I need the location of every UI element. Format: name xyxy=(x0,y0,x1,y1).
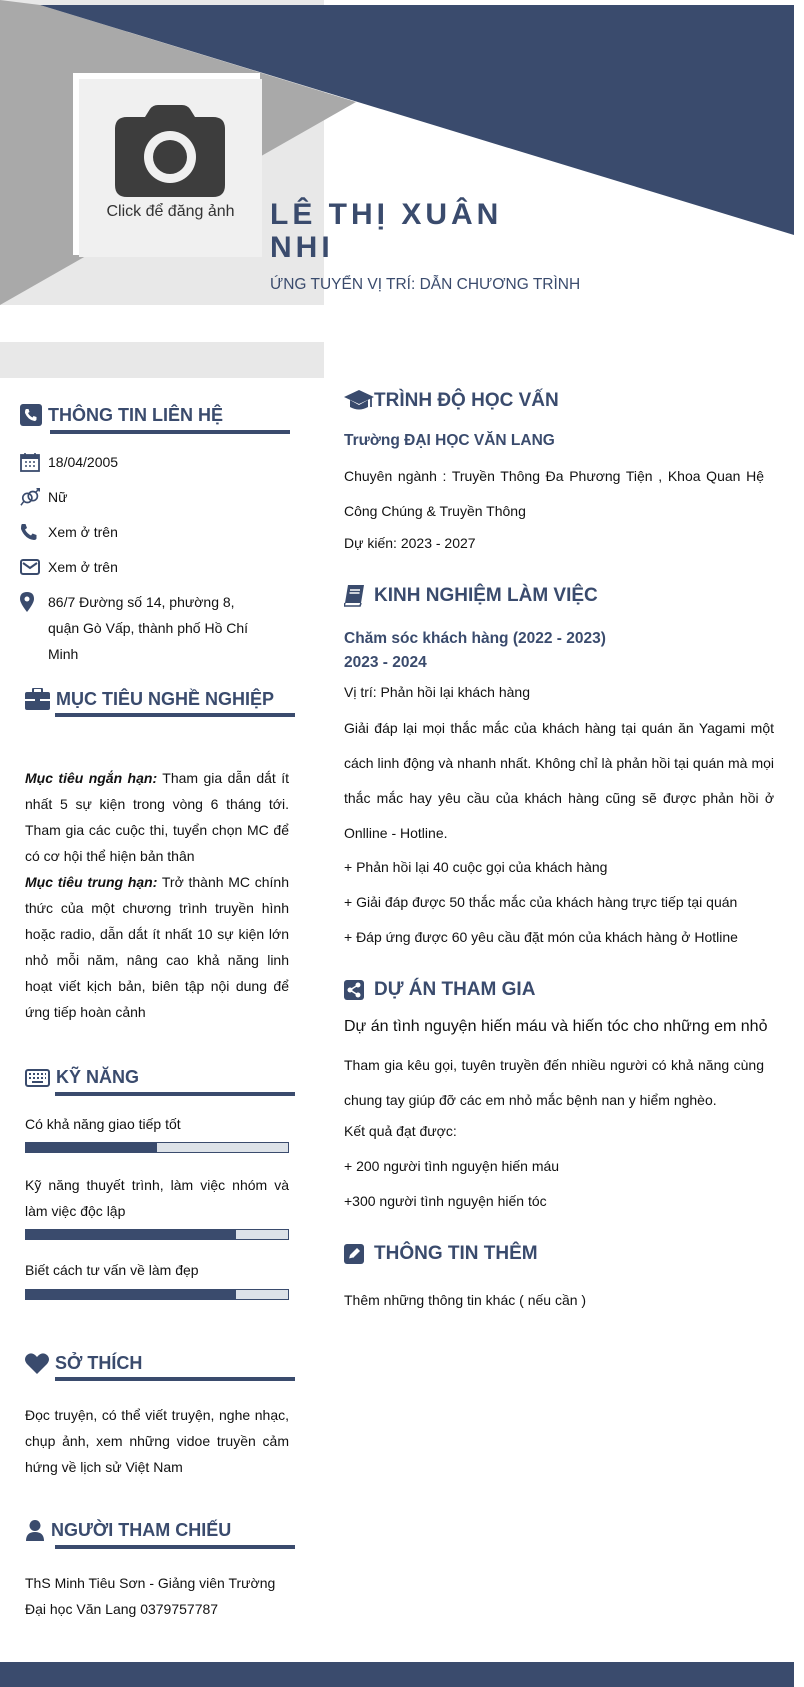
projects-title: DỰ ÁN THAM GIA xyxy=(374,979,536,1000)
job-result-3: + Đáp ứng được 60 yêu cầu đặt món của khách hàng ở Hotline xyxy=(344,929,738,945)
photo-upload[interactable] xyxy=(79,79,262,257)
skill-label-0: Có khả năng giao tiếp tốt xyxy=(25,1116,181,1132)
project-result-1: + 200 người tình nguyện hiến máu xyxy=(344,1158,560,1174)
hobbies-heading xyxy=(25,1353,142,1374)
mid-term-text: Trở thành MC chính thức của một chương trình truyền hình hoặc radio, dẫn dắt ít nhất 10 sự kiện lớn nhỏ mỗi năm, nâng cao khả năng linh hoạt viết kịch bản, biên tập nội dung để ứng tiếp hoàn cảnh xyxy=(25,874,289,1020)
address-value: 86/7 Đường số 14, phường 8, quận Gò Vấp, thành phố Hồ Chí Minh xyxy=(48,594,249,662)
skill-bar-0 xyxy=(25,1142,289,1153)
gender-icon xyxy=(20,487,42,507)
heart-icon xyxy=(25,1353,49,1374)
job-result-2: + Giải đáp được 50 thắc mắc của khách hàng trực tiếp tại quán xyxy=(344,894,738,910)
objective-heading xyxy=(25,688,274,710)
calendar-icon xyxy=(20,452,40,472)
pencil-square-icon xyxy=(344,1244,364,1264)
birthday-value: 18/04/2005 xyxy=(48,454,119,470)
extra-title: THÔNG TIN THÊM xyxy=(374,1243,538,1264)
reference-text: ThS Minh Tiêu Sơn - Giảng viên Trường Đại học Văn Lang 0379757787 xyxy=(25,1575,276,1617)
photo-label: Click để đăng ảnh xyxy=(106,203,235,220)
job-period: 2023 - 2024 xyxy=(344,654,427,671)
skills-rule xyxy=(55,1092,295,1096)
objective-rule xyxy=(55,713,295,717)
skill-label-2: Biết cách tư vấn về làm đẹp xyxy=(25,1262,199,1278)
map-pin-icon xyxy=(20,592,34,612)
contact-heading xyxy=(20,404,223,426)
short-term-label: Mục tiêu ngắn hạn: xyxy=(25,770,158,786)
extra-text: Thêm những thông tin khác ( nếu cần ) xyxy=(344,1292,587,1308)
camera-icon xyxy=(115,105,225,197)
skill-fill-1 xyxy=(26,1230,236,1239)
projects-heading xyxy=(344,979,535,1001)
project-name: Dự án tình nguyện hiến máu và hiến tóc cho những em nhỏ xyxy=(344,1018,768,1035)
birthday-row xyxy=(20,449,118,475)
hobbies-rule xyxy=(55,1377,295,1381)
footer-band xyxy=(0,1662,794,1687)
book-icon xyxy=(344,585,364,607)
objective-text xyxy=(25,765,289,1025)
hobbies-text: Đọc truyện, có thể viết truyện, nghe nhạc, chụp ảnh, xem những vidoe truyền cảm hứng về lịch sử Việt Nam xyxy=(25,1407,289,1475)
reference-rule xyxy=(55,1545,295,1549)
candidate-position: ỨNG TUYỂN VỊ TRÍ: DẪN CHƯƠNG TRÌNH xyxy=(270,276,581,293)
skill-label-1: Kỹ năng thuyết trình, làm việc nhóm và làm việc độc lập xyxy=(25,1177,289,1219)
skills-title: KỸ NĂNG xyxy=(56,1067,140,1087)
phone-row xyxy=(20,519,118,545)
job-description: Giải đáp lại mọi thắc mắc của khách hàng tại quán ăn Yagami một cách linh động và nhanh nhất. Không chỉ là phản hồi tại quán mà mọi thắc mắc hay yêu cầu của khách hàng cũng sẽ được phản hồi ở Onlline - Hotline. xyxy=(344,720,774,841)
skill-fill-0 xyxy=(26,1143,157,1152)
left-column-band xyxy=(0,342,324,378)
envelope-icon xyxy=(20,558,40,576)
education-major: Chuyên ngành : Truyền Thông Đa Phương Tiện , Khoa Quan Hệ Công Chúng & Truyền Thông xyxy=(344,468,764,519)
user-icon xyxy=(25,1520,45,1541)
email-row xyxy=(20,554,118,580)
job-title xyxy=(344,627,606,675)
gender-row xyxy=(20,484,67,510)
mid-term-label: Mục tiêu trung hạn: xyxy=(25,874,158,890)
education-heading xyxy=(344,390,559,412)
objective-title: MỤC TIÊU NGHỀ NGHIỆP xyxy=(56,688,275,709)
phone-square-icon xyxy=(20,404,42,426)
job-result-1: + Phản hồi lại 40 cuộc gọi của khách hàng xyxy=(344,859,608,875)
briefcase-icon xyxy=(25,688,50,710)
skill-bar-1 xyxy=(25,1229,289,1240)
reference-title: NGƯỜI THAM CHIẾU xyxy=(51,1520,232,1540)
education-expected: Dự kiến: 2023 - 2027 xyxy=(344,535,476,551)
short-term-text: Tham gia dẫn dắt ít nhất 5 sự kiện trong vòng 6 tháng tới. Tham gia các cuộc thi, tuyển chọn MC để có cơ hội thể hiện bản thân xyxy=(25,770,289,864)
address-row xyxy=(20,589,270,667)
phone-value: Xem ở trên xyxy=(48,524,118,540)
keyboard-icon xyxy=(25,1069,50,1087)
contact-title: THÔNG TIN LIÊN HỆ xyxy=(48,404,223,425)
reference-heading xyxy=(25,1520,231,1541)
share-icon xyxy=(344,980,364,1000)
job-title-text: Chăm sóc khách hàng (2022 - 2023) xyxy=(344,630,606,647)
skill-fill-2 xyxy=(26,1290,236,1299)
phone-icon xyxy=(20,523,38,541)
education-title: TRÌNH ĐỘ HỌC VẤN xyxy=(374,390,559,411)
experience-heading xyxy=(344,585,598,607)
job-role: Vị trí: Phản hồi lại khách hàng xyxy=(344,684,531,700)
project-description: Tham gia kêu gọi, tuyên truyền đến nhiều người có khả năng cùng chung tay giúp đỡ các em nhỏ mắc bệnh nan y hiểm nghèo. xyxy=(344,1057,764,1108)
email-value: Xem ở trên xyxy=(48,559,118,575)
extra-heading xyxy=(344,1243,538,1265)
skill-bar-2 xyxy=(25,1289,289,1300)
hobbies-title: SỞ THÍCH xyxy=(55,1353,143,1373)
graduation-cap-icon xyxy=(344,390,374,412)
contact-rule xyxy=(50,430,290,434)
project-result-label: Kết quả đạt được: xyxy=(344,1123,457,1139)
experience-title: KINH NGHIỆM LÀM VIỆC xyxy=(374,585,598,606)
project-result-2: +300 người tình nguyện hiến tóc xyxy=(344,1193,547,1209)
gender-value: Nữ xyxy=(48,489,68,505)
education-school: Trường ĐẠI HỌC VĂN LANG xyxy=(344,432,555,449)
skills-heading xyxy=(25,1067,139,1088)
candidate-name: LÊ THỊ XUÂN NHI xyxy=(270,198,503,264)
